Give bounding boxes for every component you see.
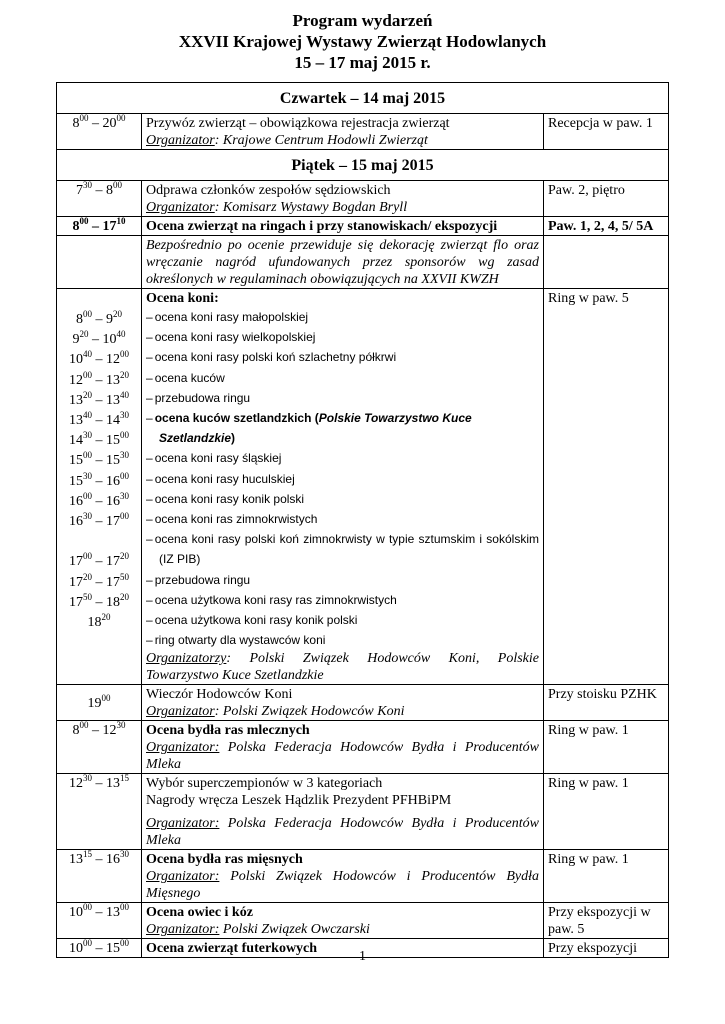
time-range: $16^{00} - 16^{30}$ <box>69 490 129 509</box>
empty-cell <box>57 236 142 289</box>
place-cell: Ring w paw. 1 <box>544 774 669 850</box>
schedule-item: – ocena koni rasy huculskiej <box>146 471 295 486</box>
time-range: $17^{20} - 17^{50}$ <box>69 571 129 590</box>
schedule-item: – ocena użytkowa koni rasy ras zimnokrwistych <box>146 592 397 607</box>
time-cell: $12^{30} - 13^{15}$ <box>57 774 142 850</box>
organizer: Organizator: Komisarz Wystawy Bogdan Bryll <box>146 200 408 215</box>
event-title: Ocena zwierząt futerkowych <box>142 939 544 958</box>
time-range: $15^{30} - 16^{00}$ <box>69 470 129 489</box>
time-range: $13^{20} - 13^{40}$ <box>69 389 129 408</box>
organizer: Organizator: Polski Związek Hodowców i Producentów Bydła Mięsnego <box>146 869 539 902</box>
schedule-item: – ocena koni rasy wielkopolskiej <box>146 330 316 345</box>
time-range: $15^{00} - 15^{30}$ <box>69 450 129 469</box>
time-range: $17^{00} - 17^{20}$ <box>69 551 129 570</box>
event-cell <box>142 721 544 774</box>
doc-title-line3: 15 – 17 maj 2015 r. <box>294 53 431 72</box>
time-list-cell <box>57 289 142 685</box>
table-row <box>57 217 669 236</box>
table-row <box>57 903 669 939</box>
time-cell: $19^{00}$ <box>57 685 142 721</box>
time-range: $13^{40} - 14^{30}$ <box>69 410 129 429</box>
place-cell: Przy ekspozycji w paw. 5 <box>544 903 669 939</box>
place-cell: Recepcja w paw. 1 <box>544 114 669 150</box>
table-row <box>57 181 669 217</box>
event-cell <box>142 774 544 850</box>
time-range: $16^{30} - 17^{00}$ <box>69 511 129 530</box>
time-cell: $8^{00} - 20^{00}$ <box>57 114 142 150</box>
time-range: $8^{00} - 9^{20}$ <box>76 309 122 327</box>
horse-items-list <box>146 307 539 650</box>
event-title: Odprawa członków zespołów sędziowskich <box>146 183 391 198</box>
table-row <box>57 774 669 850</box>
event-cell <box>142 850 544 903</box>
place-cell: Ring w paw. 1 <box>544 721 669 774</box>
schedule-item: – ocena koni rasy polski koń szlachetny półkrwi <box>146 350 397 365</box>
table-row <box>57 850 669 903</box>
event-title: Ocena owiec i kóz <box>146 905 253 921</box>
organizer: Organizator: Polski Związek Owczarski <box>146 922 370 938</box>
organizer: Organizator: Polski Związek Hodowców Koni <box>146 704 405 720</box>
schedule-item: – ocena kuców <box>146 370 225 385</box>
event-cell <box>142 114 544 150</box>
day-header-row <box>57 83 669 114</box>
event-title: Ocena bydła ras mięsnych <box>146 852 303 868</box>
table-row <box>57 685 669 721</box>
time-cell: $10^{00} - 15^{00}$ <box>57 939 142 958</box>
event-title: Ocena bydła ras mlecznych <box>146 723 310 739</box>
event-title: Ocena zwierząt na ringach i przy stanowiskach/ ekspozycji <box>142 217 544 236</box>
page-number: 1 <box>359 949 366 964</box>
time-cell: $8^{00} - 17^{10}$ <box>57 217 142 236</box>
day-thursday: Czwartek – 14 maj 2015 <box>57 83 669 114</box>
place-cell: Paw. 2, piętro <box>544 181 669 217</box>
empty-cell <box>544 236 669 289</box>
place-cell: Paw. 1, 2, 4, 5/ 5A <box>544 217 669 236</box>
place-cell: Przy ekspozycji <box>544 939 669 958</box>
organizer: Organizator: Polska Federacja Hodowców Bydła i Producentów Mleka <box>146 816 539 849</box>
time-range: $17^{50} - 18^{20}$ <box>69 591 129 610</box>
time-cell: $10^{00} - 13^{00}$ <box>57 903 142 939</box>
schedule-item: – ocena koni rasy śląskiej <box>146 451 282 466</box>
organizer: Organizatorzy: Polski Związek Hodowców Koni, Polskie Towarzystwo Kuce Szetlandzkie <box>146 651 539 684</box>
day-header-row <box>57 150 669 181</box>
event-title: Wybór superczempionów w 3 kategoriach <box>146 776 383 792</box>
doc-title-line2: XXVII Krajowej Wystawy Zwierząt Hodowlanych <box>178 32 547 51</box>
event-title: Przywóz zwierząt – obowiązkowa rejestracja zwierząt <box>146 116 450 131</box>
event-subtitle: Nagrody wręcza Leszek Hądzlik Prezydent PFHBiPM <box>146 793 452 809</box>
time-cell: $8^{00} - 12^{30}$ <box>57 721 142 774</box>
place-cell: Ring w paw. 1 <box>544 850 669 903</box>
schedule-item: – ocena kuców szetlandzkich (Polskie Towarzystwo Kuce Szetlandzkie) <box>146 411 472 446</box>
time-range: $9^{20} - 10^{40}$ <box>72 329 126 348</box>
schedule-item: – ocena użytkowa koni rasy konik polski <box>146 613 358 628</box>
place-cell: Ring w paw. 5 <box>544 289 669 685</box>
doc-title-line1: Program wydarzeń <box>292 11 433 30</box>
schedule-item: – ocena koni rasy konik polski <box>146 491 305 506</box>
schedule-item: – ocena koni rasy małopolskiej <box>146 310 309 324</box>
table-row <box>57 289 669 685</box>
table-row <box>57 721 669 774</box>
time-range: $12^{00} - 13^{20}$ <box>69 369 129 388</box>
organizer: Organizator: Polska Federacja Hodowców Bydła i Producentów Mleka <box>146 740 539 773</box>
time-range: $18^{20}$ <box>87 612 111 631</box>
event-cell <box>142 289 544 685</box>
horse-times-list <box>59 290 139 633</box>
event-cell <box>142 903 544 939</box>
event-title: Wieczór Hodowców Koni <box>146 687 293 703</box>
schedule-item: – ocena koni rasy polski koń zimnokrwisty w typie sztumskim i sokólskim (IZ PIB) <box>146 532 539 567</box>
schedule-item: – ocena koni ras zimnokrwistych <box>146 512 318 527</box>
organizer: Organizator: Krajowe Centrum Hodowli Zwierząt <box>146 133 428 148</box>
time-cell: $13^{15} - 16^{30}$ <box>57 850 142 903</box>
schedule-table <box>56 82 669 958</box>
day-friday: Piątek – 15 maj 2015 <box>57 150 669 181</box>
note-cell: Bezpośrednio po ocenie przewiduje się dekorację zwierząt flo oraz wręczanie nagród ufundowanych przez sponsorów wg zasad określonych w regulaminach obowiązujących na XXVII KWZH <box>142 236 544 289</box>
time-cell: $7^{30} - 8^{00}$ <box>57 181 142 217</box>
time-range: $10^{40} - 12^{00}$ <box>69 349 129 368</box>
schedule-item: – ring otwarty dla wystawców koni <box>146 633 326 648</box>
event-cell <box>142 685 544 721</box>
place-cell: Przy stoisku PZHK <box>544 685 669 721</box>
table-row <box>57 114 669 150</box>
event-cell <box>142 181 544 217</box>
event-title: Ocena koni: <box>146 291 219 306</box>
time-range: $14^{30} - 15^{00}$ <box>69 430 129 449</box>
schedule-item: – przebudowa ringu <box>146 390 251 405</box>
schedule-item: – przebudowa ringu <box>146 572 251 587</box>
table-row <box>57 236 669 289</box>
